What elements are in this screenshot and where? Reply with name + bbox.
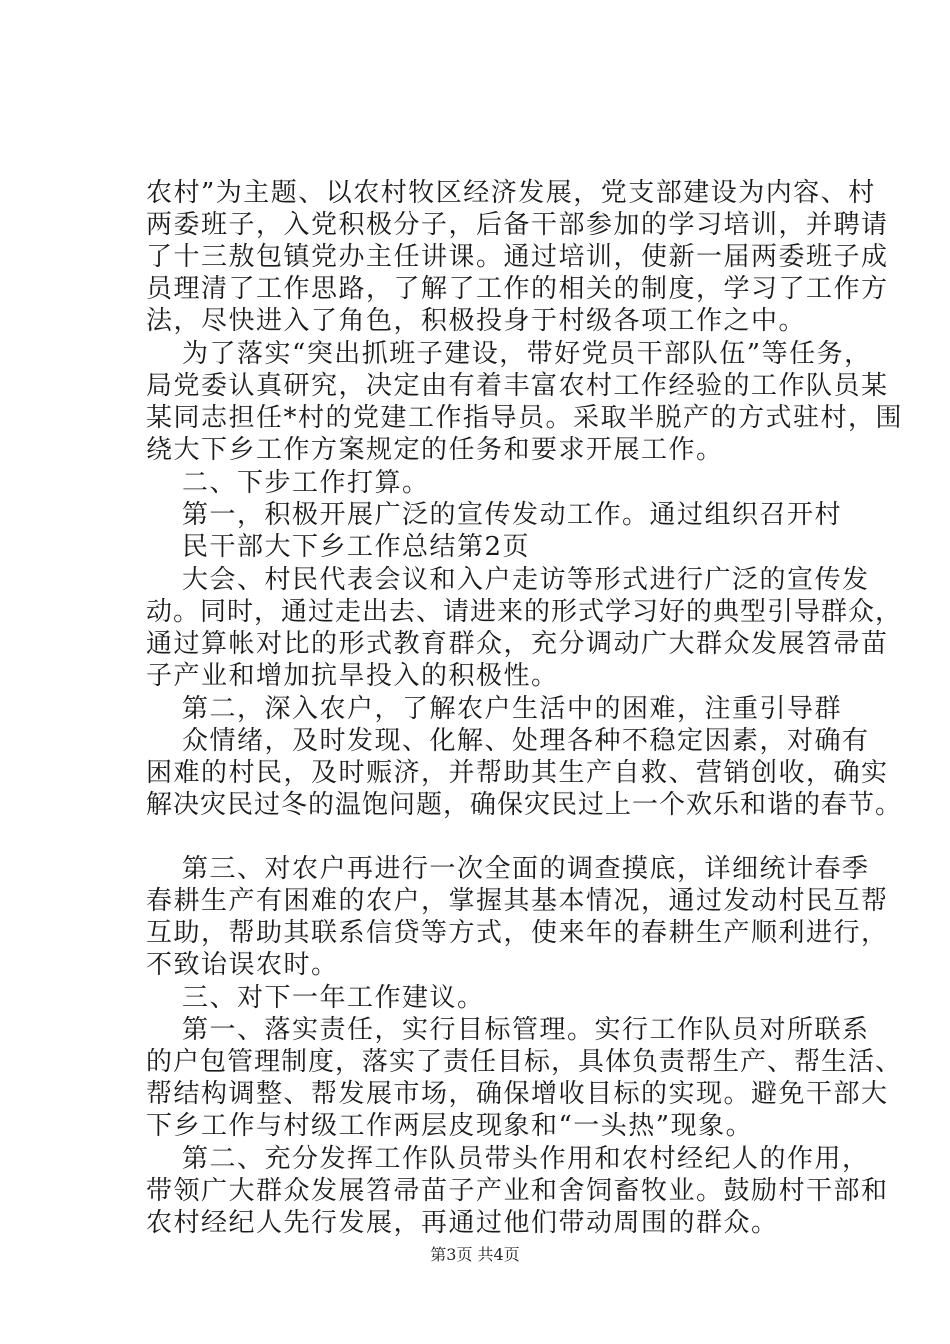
body-text-line: 局党委认真研究，决定由有着丰富农村工作经验的工作队员某 xyxy=(146,371,889,401)
body-text-line: 互助，帮助其联系信贷等方式，使来年的春耕生产顺利进行， xyxy=(146,918,889,948)
body-text-line: 众情绪，及时发现、化解、处理各种不稳定因素，对确有 xyxy=(182,726,870,756)
page-break-title: 民干部大下乡工作总结第2页 xyxy=(182,532,531,562)
body-text-line: 员理清了工作思路，了解了工作的相关的制度，学习了工作方 xyxy=(146,274,889,304)
body-text-line: 两委班子，入党积极分子，后备干部参加的学习培训，并聘请 xyxy=(146,210,889,240)
body-text-line: 为了落实“突出抓班子建设，带好党员干部队伍”等任务， xyxy=(182,339,872,369)
body-text-line: 大会、村民代表会议和入户走访等形式进行广泛的宣传发 xyxy=(182,565,870,595)
body-text-line: 下乡工作与村级工作两层皮现象和“一头热”现象。 xyxy=(146,1111,754,1141)
body-text-line: 第三、对农户再进行一次全面的调查摸底，详细统计春季 xyxy=(182,854,870,884)
body-text-line: 第二，深入农户，了解农户生活中的困难，注重引导群 xyxy=(182,694,843,724)
body-text-line: 带领广大群众发展笤帚苗子产业和舍饲畜牧业。鼓励村干部和 xyxy=(146,1176,889,1206)
body-text-line: 第一、落实责任，实行目标管理。实行工作队员对所联系 xyxy=(182,1015,870,1045)
body-text-line: 帮结构调整、帮发展市场，确保增收目标的实现。避免干部大 xyxy=(146,1079,889,1109)
body-text-line: 困难的村民，及时赈济，并帮助其生产自救、营销创收，确实 xyxy=(146,758,889,788)
body-text-line: 农村经纪人先行发展，再通过他们带动周围的群众。 xyxy=(146,1208,779,1238)
body-text-line: 通过算帐对比的形式教育群众，充分调动广大群众发展笤帚苗 xyxy=(146,629,889,659)
page-number-footer: 第3页 共4页 xyxy=(430,1245,520,1264)
body-text-line: 第一，积极开展广泛的宣传发动工作。通过组织召开村 xyxy=(182,500,843,530)
body-text-line: 绕大下乡工作方案规定的任务和要求开展工作。 xyxy=(146,435,724,465)
body-text-line: 农村”为主题、以农村牧区经济发展，党支部建设为内容、村 xyxy=(146,178,876,208)
body-text-line: 的户包管理制度，落实了责任目标，具体负责帮生产、帮生活、 xyxy=(146,1047,903,1077)
body-text-line: 解决灾民过冬的温饱问题，确保灾民过上一个欢乐和谐的春节。 xyxy=(146,790,903,820)
body-text-line: 法，尽快进入了角色，积极投身于村级各项工作之中。 xyxy=(146,306,807,336)
body-text-line: 第二、充分发挥工作队员带头作用和农村经纪人的作用， xyxy=(182,1144,870,1174)
section-heading: 二、下步工作打算。 xyxy=(182,468,430,498)
section-heading: 三、对下一年工作建议。 xyxy=(182,983,485,1013)
body-text-line: 动。同时，通过走出去、请进来的形式学习好的典型引导群众， xyxy=(146,597,903,627)
body-text-line: 春耕生产有困难的农户，掌握其基本情况，通过发动村民互帮 xyxy=(146,886,889,916)
body-text-line: 不致诒误农时。 xyxy=(146,950,339,980)
body-text-line: 了十三敖包镇党办主任讲课。通过培训，使新一届两委班子成 xyxy=(146,242,889,272)
body-text-line: 某同志担任*村的党建工作指导员。采取半脱产的方式驻村，围 xyxy=(146,403,904,433)
body-text-line: 子产业和增加抗旱投入的积极性。 xyxy=(146,661,559,691)
